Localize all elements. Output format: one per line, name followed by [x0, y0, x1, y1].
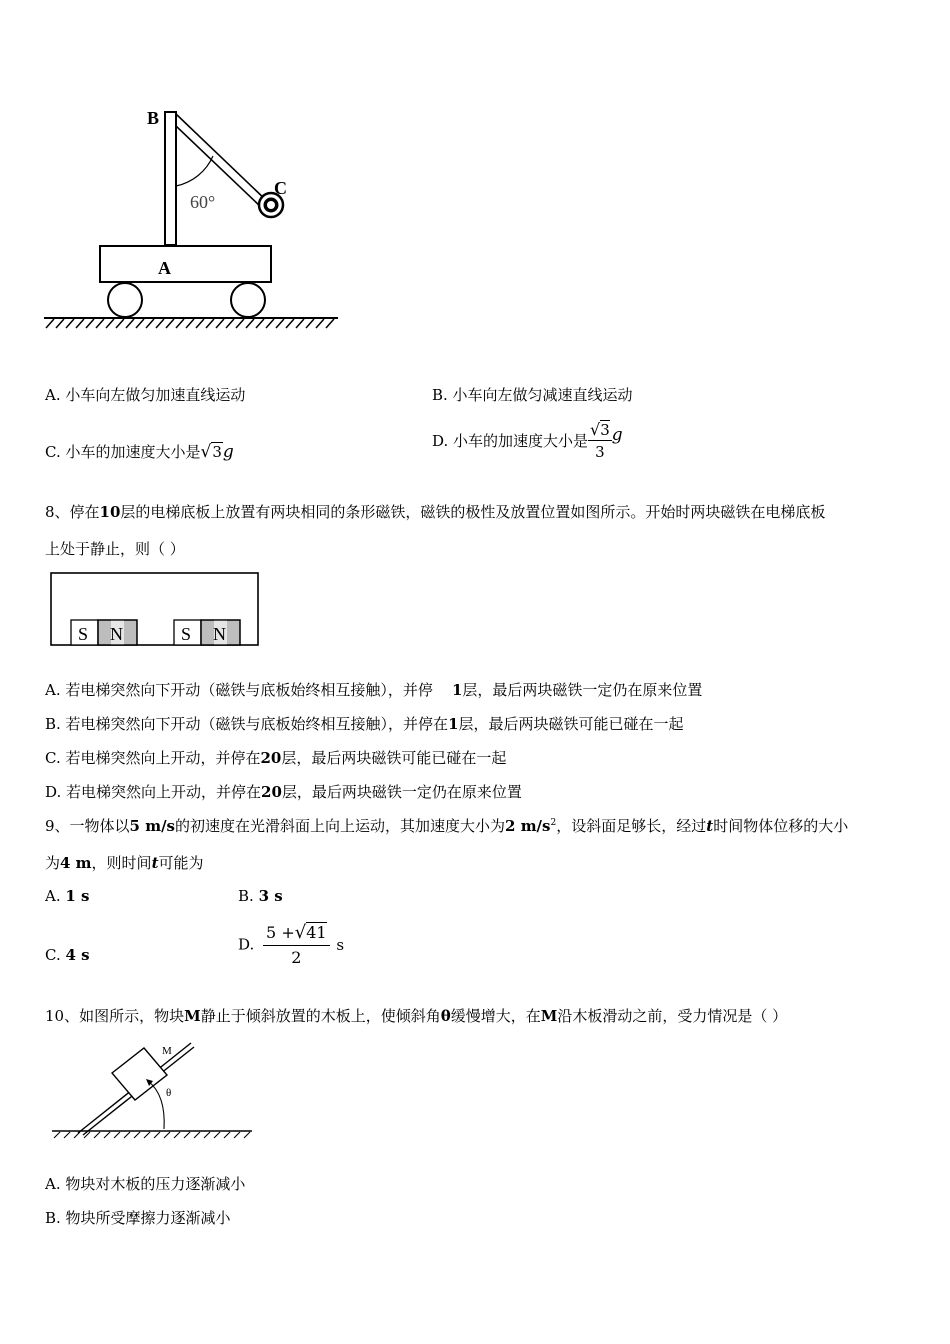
- q7-option-c[interactable]: [45, 441, 234, 462]
- q9-option-b[interactable]: B. 3 s: [238, 887, 283, 905]
- angle-label: 60°: [190, 192, 216, 212]
- q7-option-d-fraction: [588, 420, 612, 461]
- wheel-left: [108, 283, 142, 317]
- theta-label: θ: [166, 1087, 172, 1099]
- q9-stem-line1: 9、一物体以5 m/s的初速度在光滑斜面上向上运动，其加速度大小为2 $m/s^2$，设斜面足够长，经过t时间物体位移的大小: [45, 817, 849, 835]
- q8-option-d[interactable]: D. 若电梯突然向上开动，并停在20层，最后两块磁铁一定仍在原来位置: [45, 783, 522, 801]
- q7-option-c-text: C. 小车的加速度大小是: [45, 443, 201, 461]
- cart-body: [100, 246, 271, 282]
- q9-stem-line2: 为4 m，则时间t可能为: [45, 854, 204, 872]
- ground-hatch: [46, 319, 334, 328]
- q8-stem-line1: 8、停在10层的电梯底板上放置有两块相同的条形磁铁，磁铁的极性及放置位置如图所示。开始时两块磁铁在电梯底板: [45, 503, 826, 521]
- magnet1-n-label: N: [110, 624, 123, 644]
- label-c: C: [274, 178, 287, 198]
- label-b: B: [147, 108, 160, 128]
- vertical-post: [165, 112, 176, 245]
- q7-option-b[interactable]: B. 小车向左做匀减速直线运动: [432, 386, 633, 404]
- q8-option-b[interactable]: B. 若电梯突然向下开动（磁铁与底板始终相互接触），并停在1层，最后两块磁铁可能已碰在一起: [45, 715, 684, 733]
- q9-option-d-fraction: $\frac{5 +√41}{2}$: [263, 922, 330, 967]
- angle-arc: [176, 156, 213, 186]
- magnet2-n-label: N: [213, 624, 226, 644]
- q9-option-a[interactable]: A. 1 s: [45, 887, 90, 905]
- q9-option-c[interactable]: C. 4 s: [45, 946, 90, 964]
- q7-option-c-g: g: [222, 442, 234, 462]
- sqrt-symbol: √: [294, 922, 307, 943]
- q7-option-d-den: 3: [595, 443, 605, 461]
- magnet1-s-label: S: [78, 624, 89, 644]
- label-a: A: [158, 258, 171, 278]
- q10-option-b[interactable]: B. 物块所受摩擦力逐渐减小: [45, 1209, 231, 1227]
- block-m: [112, 1048, 167, 1100]
- q7-option-d[interactable]: [432, 420, 623, 461]
- q7-option-c-radicand: 3: [212, 443, 222, 461]
- q9-option-d[interactable]: D. $\frac{5 +√41}{2}$ s: [238, 922, 345, 967]
- q10-stem: 10、如图所示，物块M静止于倾斜放置的木板上，使倾斜角θ缓慢增大，在M沿木板滑动之前，受力情况是（ ）: [45, 1007, 788, 1025]
- magnet2-s-label: S: [181, 624, 192, 644]
- q10-option-a[interactable]: A. 物块对木板的压力逐渐减小: [45, 1175, 246, 1193]
- q7-option-a[interactable]: A. 小车向左做匀加速直线运动: [45, 386, 246, 404]
- sqrt-symbol: √: [200, 442, 212, 462]
- sqrt-symbol: √: [590, 420, 601, 439]
- q7-option-d-num: 3: [600, 421, 610, 439]
- block-m-label: M: [162, 1045, 172, 1057]
- elevator-figure: [48, 570, 262, 648]
- q7-option-d-g: g: [611, 424, 623, 445]
- string-line: [176, 114, 268, 202]
- q8-option-a[interactable]: A. 若电梯突然向下开动（磁铁与底板始终相互接触），并停 1层，最后两块磁铁一定仍在原来位置: [45, 681, 703, 699]
- q7-option-d-text: D. 小车的加速度大小是: [432, 432, 589, 450]
- incline-figure: [48, 1035, 258, 1145]
- q8-stem-line2: 上处于静止，则（ ）: [45, 540, 185, 558]
- cart-figure: [40, 100, 350, 335]
- wheel-right: [231, 283, 265, 317]
- q8-option-c[interactable]: C. 若电梯突然向上开动，并停在20层，最后两块磁铁可能已碰在一起: [45, 749, 507, 767]
